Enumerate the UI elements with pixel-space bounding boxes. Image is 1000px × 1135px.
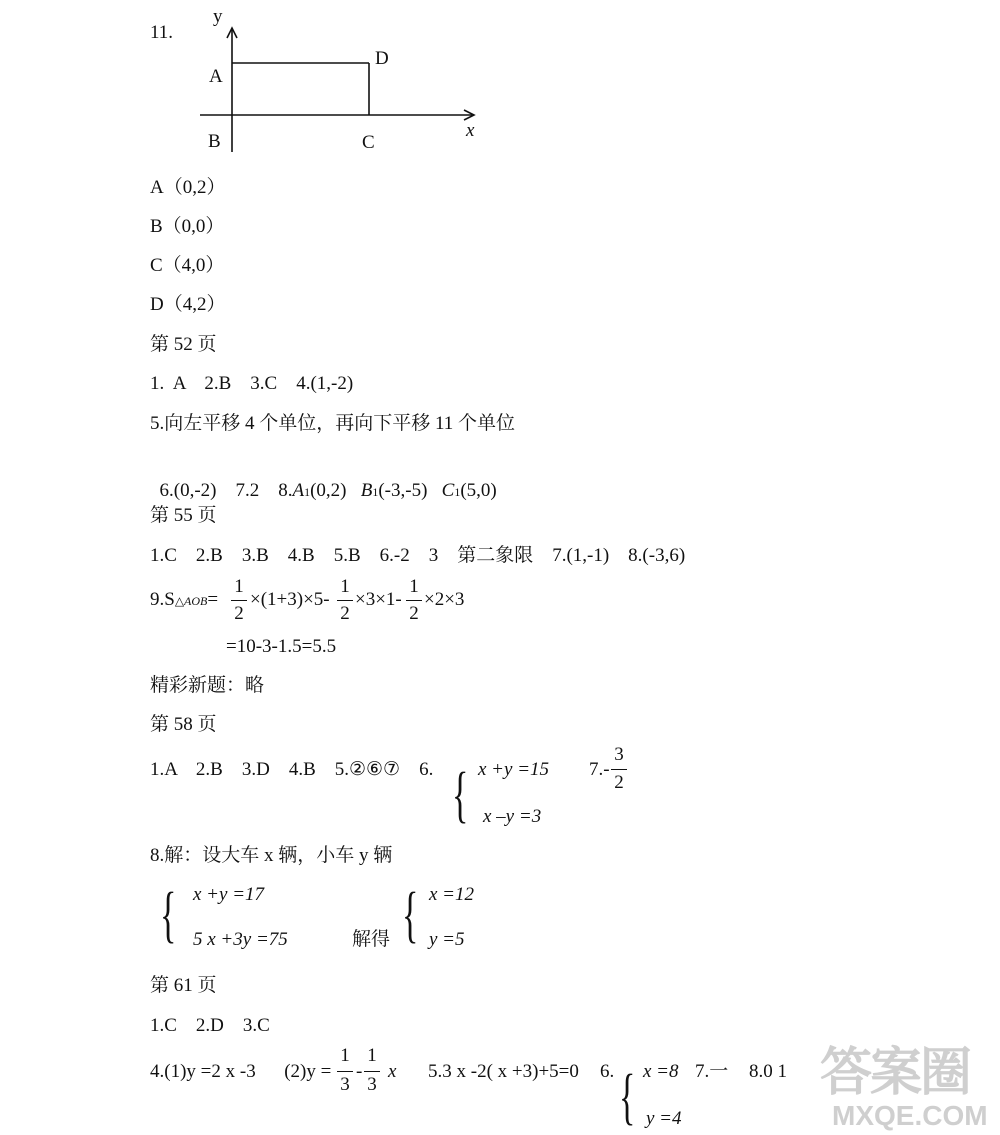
- page-61-title: 第 61 页: [150, 975, 217, 996]
- q9-s: 9.S: [150, 589, 175, 610]
- q11-number: 11.: [150, 22, 174, 43]
- q7-prefix: 7.-: [589, 759, 610, 780]
- frac1-bar: [231, 600, 247, 601]
- q9-sub: △AOB: [174, 594, 208, 608]
- q7-num: 3: [614, 744, 624, 765]
- page-55-line1: 1.C 2.B 3.B 4.B 5.B 6.-2 3 第二象限 7.(1,-1) 8.(-3,6): [150, 545, 686, 566]
- q9-result: =10-3-1.5=5.5: [226, 636, 337, 657]
- system1-brace: {: [452, 761, 469, 829]
- q4-frac1-bar: [337, 1071, 353, 1072]
- frac3-den: 2: [409, 603, 419, 624]
- a1-value: (0,2): [310, 480, 347, 501]
- b1-value: (-3,-5): [378, 480, 428, 501]
- page-61-line1: 1.C 2.D 3.C: [150, 1015, 270, 1036]
- b1-sub: 1: [372, 485, 379, 499]
- q8-answer: 8.0 1: [749, 1061, 787, 1082]
- q4-frac2-bar: [364, 1071, 380, 1072]
- solve-label: 解得: [352, 929, 391, 950]
- q6-x: x =8: [643, 1061, 679, 1082]
- system1-eq1: x +y =15: [478, 759, 550, 780]
- q8-line: 8.解：设大车 x 辆，小车 y 辆: [150, 845, 393, 866]
- frac1-num: 1: [234, 576, 244, 597]
- coord-b: B（0,0）: [150, 216, 225, 237]
- page-55-title: 第 55 页: [150, 505, 217, 526]
- coord-c: C（4,0）: [150, 255, 225, 276]
- q5-text: 5.3 x -2( x +3)+5=0: [428, 1061, 579, 1082]
- q4-x: x: [388, 1061, 397, 1082]
- b1-letter: B: [360, 480, 373, 501]
- page-52-line3: [150, 458, 497, 503]
- page-58-title: 第 58 页: [150, 714, 217, 735]
- frac3-bar: [406, 600, 422, 601]
- q9-part2: ×3×1-: [355, 589, 402, 610]
- point-b-label: B: [208, 131, 221, 152]
- watermark-url: MXQE.COM: [832, 1100, 988, 1131]
- page-58-line1: 1.A 2.B 3.D 4.B 5.②⑥⑦ 6.: [150, 759, 434, 780]
- coord-a: A（0,2）: [150, 177, 226, 198]
- x-axis-label: x: [466, 120, 475, 141]
- c1-sub: 1: [454, 485, 461, 499]
- q6-brace: {: [619, 1063, 636, 1131]
- frac1-den: 2: [234, 603, 244, 624]
- q4-frac1-num: 1: [340, 1045, 350, 1066]
- a1-letter: A: [292, 480, 305, 501]
- point-a-label: A: [209, 66, 223, 87]
- q9-part1: ×(1+3)×5-: [250, 589, 330, 610]
- q4-frac1-den: 3: [340, 1074, 350, 1095]
- watermark-logo: 答案圈: [820, 1044, 971, 1102]
- c1-value: (5,0): [460, 480, 497, 501]
- page-52-line2: 5.向左平移 4 个单位，再向下平移 11 个单位: [150, 413, 516, 434]
- frac2-num: 1: [340, 576, 350, 597]
- system2-eq2: 5 x +3y =75: [193, 929, 288, 950]
- page-52-line3-prefix: 6.(0,-2) 7.2 8.: [159, 480, 293, 501]
- q4-frac2-den: 3: [367, 1074, 377, 1095]
- c1-letter: C: [441, 480, 455, 501]
- q9-part3: ×2×3: [424, 589, 465, 610]
- page-52-line1: 1. A 2.B 3.C 4.(1,-2): [150, 373, 354, 394]
- system2-brace: {: [160, 881, 177, 949]
- a1-sub: 1: [304, 485, 311, 499]
- q6-y: y =4: [646, 1108, 682, 1129]
- frac2-bar: [337, 600, 353, 601]
- system2-eq1: x +y =17: [193, 884, 265, 905]
- frac3-num: 1: [409, 576, 419, 597]
- y-axis-label: y: [213, 6, 223, 27]
- q6-label: 6.: [600, 1061, 615, 1082]
- solution-brace: {: [402, 881, 419, 949]
- frac2-den: 2: [340, 603, 350, 624]
- q7-den: 2: [614, 772, 624, 793]
- q4-frac2-num: 1: [367, 1045, 377, 1066]
- q9-eq: =: [207, 589, 219, 610]
- coord-d: D（4,2）: [150, 294, 226, 315]
- solution-y: y =5: [429, 929, 465, 950]
- new-question-line: 精彩新题：略: [150, 675, 265, 696]
- q4-minus: -: [356, 1061, 363, 1082]
- q7-bar: [611, 769, 627, 770]
- point-c-label: C: [362, 132, 375, 153]
- q4-text: 4.(1)y =2 x -3 (2)y =: [150, 1061, 332, 1082]
- page-52-title: 第 52 页: [150, 334, 217, 355]
- system1-eq2: x –y =3: [483, 806, 542, 827]
- q9-label: [150, 589, 218, 612]
- q7-answer: 7.一: [695, 1061, 729, 1082]
- point-d-label: D: [375, 48, 389, 69]
- solution-x: x =12: [429, 884, 475, 905]
